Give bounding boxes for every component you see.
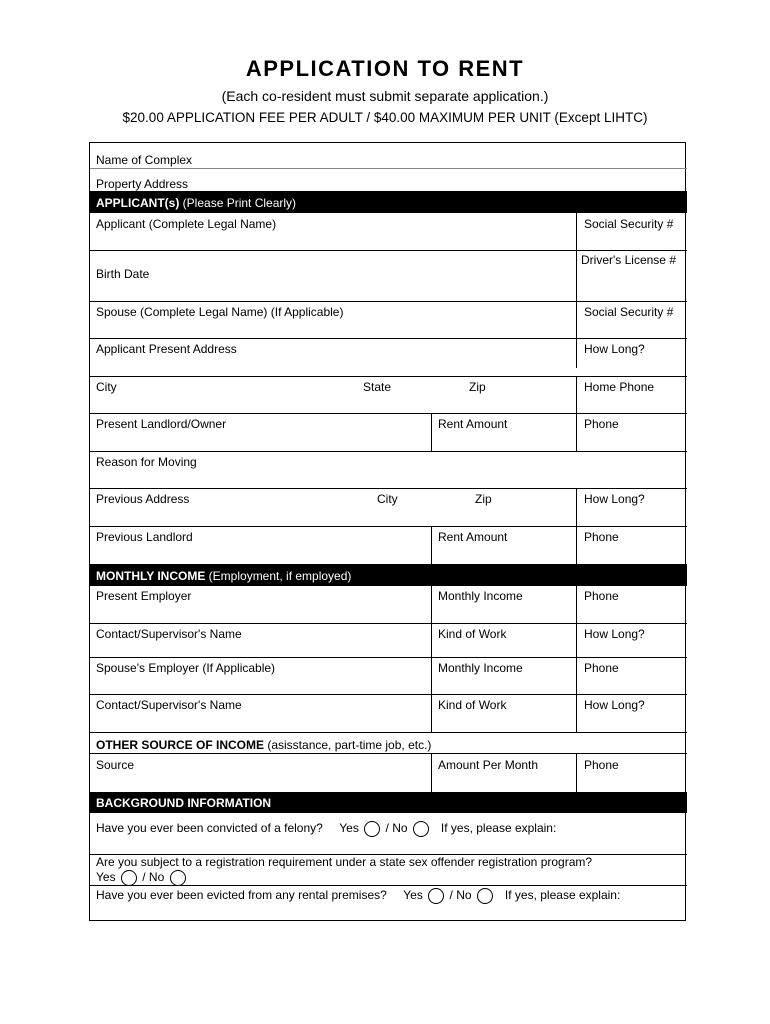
eviction-explain-label: If yes, please explain: [504,888,621,902]
sex-offender-no-label: / No [142,870,165,884]
page-subtitle: (Each co-resident must submit separate application.) [221,88,549,104]
divider [90,526,687,527]
column-divider [431,526,432,564]
spouse-name-label[interactable]: Spouse (Complete Legal Name) (If Applicable) [96,305,344,319]
drivers-license-label[interactable]: Driver's License # [581,253,676,267]
previous-rent-label[interactable]: Rent Amount [438,530,508,544]
column-divider [431,586,432,733]
divider [90,250,687,251]
felony-question-text: Have you ever been convicted of a felony? [96,821,323,835]
eviction-question-text: Have you ever been evicted from any rental premises? [96,888,387,902]
felony-no-label: / No [385,821,408,835]
other-income-section-header: OTHER SOURCE OF INCOME (asisstance, part-time job, etc.) [90,732,687,754]
amount-per-month-label[interactable]: Amount Per Month [438,758,539,772]
eviction-yes-label: Yes [403,888,423,902]
divider [90,623,687,624]
spouse-how-long-label[interactable]: How Long? [584,698,645,712]
spouse-employer-label[interactable]: Spouse's Employer (If Applicable) [96,661,276,675]
column-divider [576,488,577,564]
applicant-name-label[interactable]: Applicant (Complete Legal Name) [96,217,277,231]
present-employer-label[interactable]: Present Employer [96,589,192,603]
income-source-label[interactable]: Source [96,758,135,772]
divider [90,338,687,339]
home-phone-label[interactable]: Home Phone [584,380,655,394]
felony-yes-radio[interactable] [364,821,380,837]
zip-label[interactable]: Zip [469,380,486,394]
birth-date-label[interactable]: Birth Date [96,267,150,281]
application-form [89,142,686,921]
applicants-section-header: APPLICANT(s) (Please Print Clearly) [90,191,687,213]
felony-explain-label: If yes, please explain: [440,821,557,835]
previous-city-label[interactable]: City [377,492,398,506]
spouse-kind-of-work-label[interactable]: Kind of Work [438,698,507,712]
previous-address-label[interactable]: Previous Address [96,492,190,506]
divider [90,413,687,414]
divider [90,376,687,377]
column-divider [431,413,432,451]
present-address-label[interactable]: Applicant Present Address [96,342,237,356]
felony-yes-label: Yes [339,821,359,835]
eviction-question [96,886,620,904]
state-label[interactable]: State [363,380,392,394]
income-section-header: MONTHLY INCOME (Employment, if employed) [90,564,687,586]
monthly-income-label[interactable]: Monthly Income [438,589,523,603]
sex-offender-answer [96,868,188,886]
sex-offender-question-text: Are you subject to a registration requirement under a state sex offender registration program? [96,855,593,869]
complex-name-label[interactable]: Name of Complex [96,153,193,167]
sex-offender-no-radio[interactable] [170,870,186,886]
column-divider [576,376,577,451]
divider [90,694,687,695]
previous-landlord-label[interactable]: Previous Landlord [96,530,193,544]
supervisor-name-label[interactable]: Contact/Supervisor's Name [96,627,242,641]
felony-question [96,819,556,837]
spouse-monthly-income-label[interactable]: Monthly Income [438,661,523,675]
other-income-phone-label[interactable]: Phone [584,758,619,772]
divider [90,657,687,658]
column-divider [576,754,577,792]
previous-landlord-phone-label[interactable]: Phone [584,530,619,544]
employment-how-long-label[interactable]: How Long? [584,627,645,641]
spouse-supervisor-label[interactable]: Contact/Supervisor's Name [96,698,242,712]
ssn-label[interactable]: Social Security # [584,217,674,231]
column-divider [576,586,577,733]
spouse-employer-phone-label[interactable]: Phone [584,661,619,675]
property-address-label[interactable]: Property Address [96,177,189,191]
divider [90,451,687,452]
employer-phone-label[interactable]: Phone [584,589,619,603]
divider [90,301,687,302]
column-divider [576,213,577,368]
sex-offender-yes-label: Yes [96,870,116,884]
rent-amount-label[interactable]: Rent Amount [438,417,508,431]
eviction-yes-radio[interactable] [428,888,444,904]
divider [90,488,687,489]
sex-offender-yes-radio[interactable] [121,870,137,886]
previous-how-long-label[interactable]: How Long? [584,492,645,506]
spouse-ssn-label[interactable]: Social Security # [584,305,674,319]
divider [90,168,687,169]
present-landlord-label[interactable]: Present Landlord/Owner [96,417,227,431]
fee-notice: $20.00 APPLICATION FEE PER ADULT / $40.00 MAXIMUM PER UNIT (Except LIHTC) [122,110,648,125]
reason-for-moving-label[interactable]: Reason for Moving [96,455,197,469]
page-title: APPLICATION TO RENT [245,56,525,81]
eviction-no-radio[interactable] [477,888,493,904]
column-divider [431,754,432,792]
landlord-phone-label[interactable]: Phone [584,417,619,431]
how-long-label[interactable]: How Long? [584,342,645,356]
felony-no-radio[interactable] [413,821,429,837]
kind-of-work-label[interactable]: Kind of Work [438,627,507,641]
eviction-no-label: / No [449,888,472,902]
city-label[interactable]: City [96,380,117,394]
background-section-header: BACKGROUND INFORMATION [90,792,687,813]
previous-zip-label[interactable]: Zip [475,492,492,506]
